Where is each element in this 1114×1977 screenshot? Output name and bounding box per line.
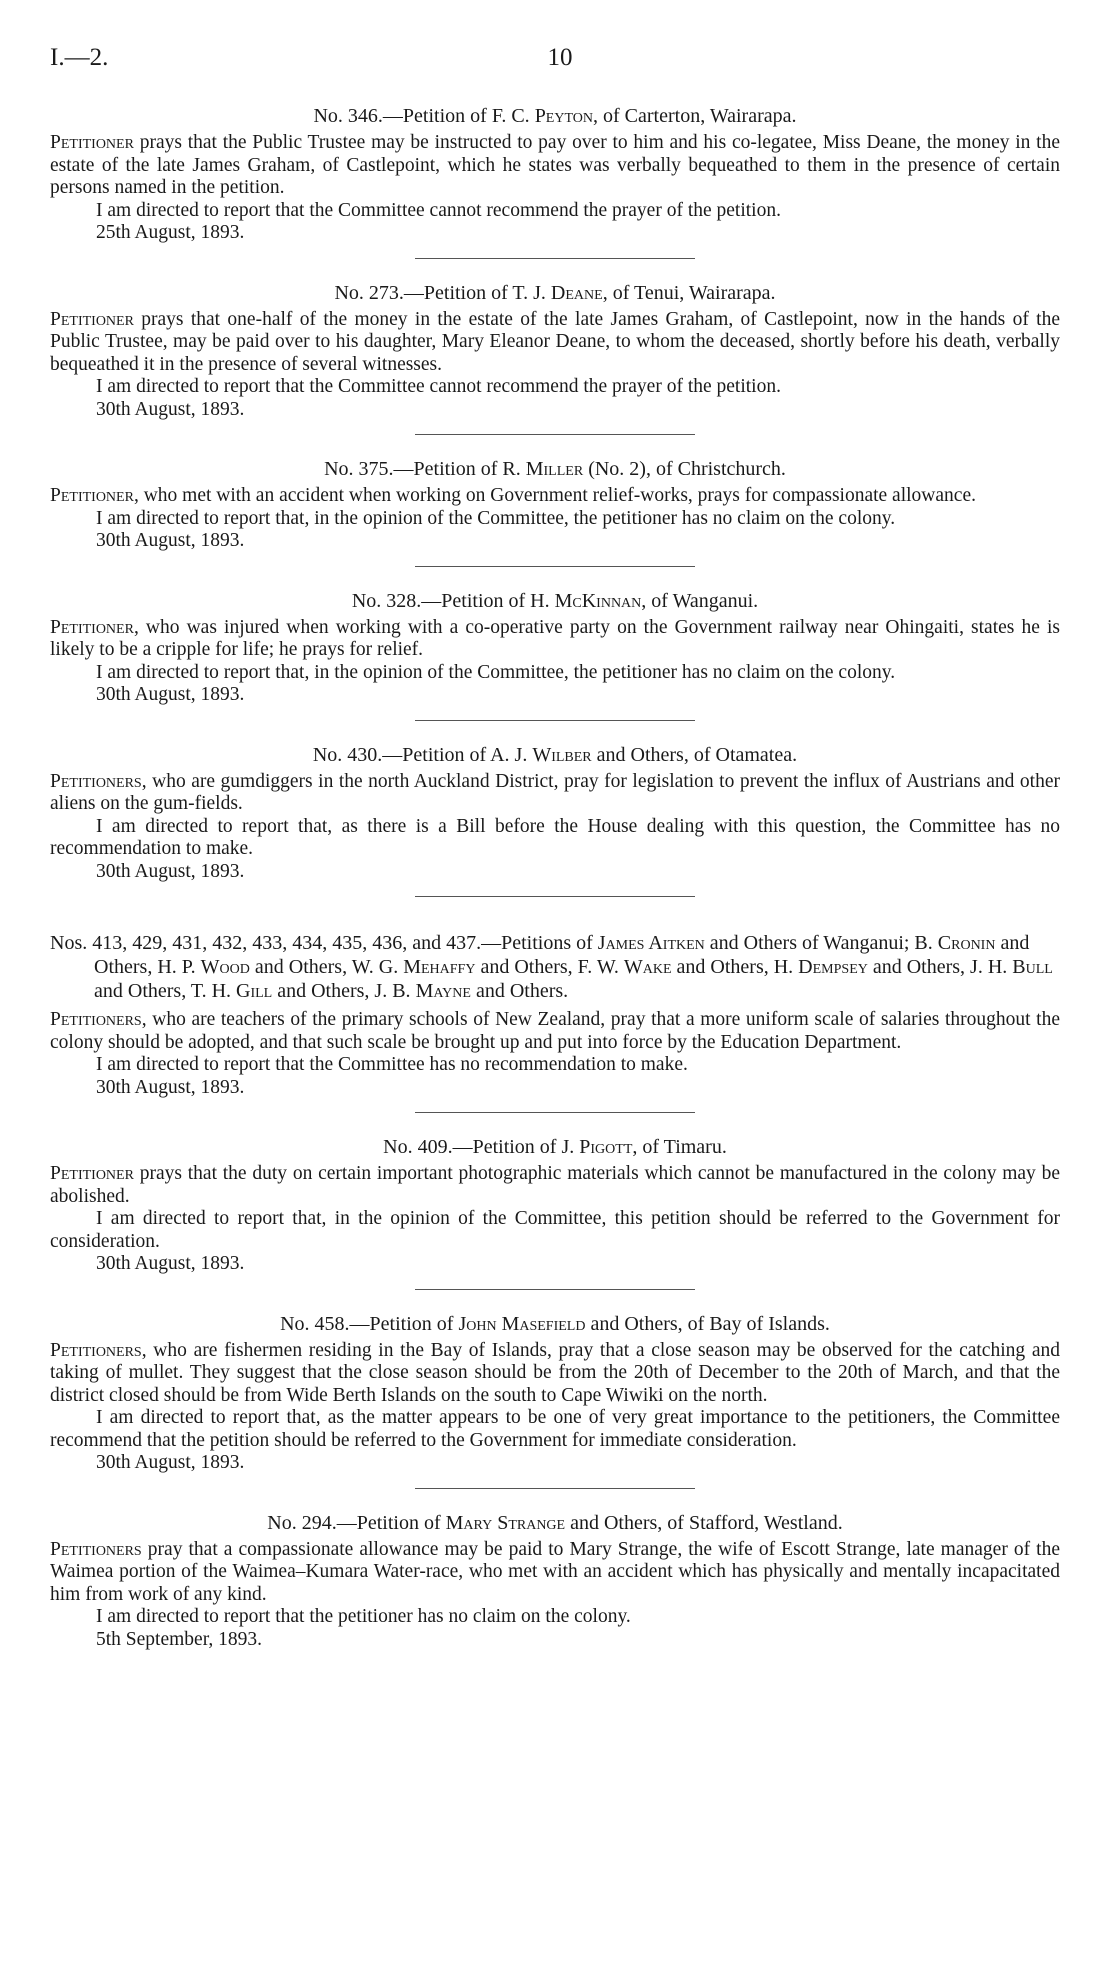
- petitioner-name: Wilber: [532, 743, 592, 766]
- section-divider: [415, 1112, 695, 1113]
- petition-title: No. 430.—Petition of A. J. Wilber and Others, of Otamatea.: [312, 743, 798, 766]
- report-date: 30th August, 1893.: [96, 398, 245, 420]
- committee-report: I am directed to report that, in the opinion of the Committee, this petition should be referred to the Government for consideration.: [50, 1208, 1060, 1252]
- petition-title: No. 273.—Petition of T. J. Deane, of Tenui, Wairarapa.: [334, 281, 776, 304]
- petition-title: No. 328.—Petition of H. McKinnan, of Wanganui.: [351, 589, 759, 612]
- petition-body: Petitioner, who met with an accident when working on Government relief-works, prays for compassionate allowance.: [50, 485, 976, 506]
- petition-title: Nos. 413, 429, 431, 432, 433, 434, 435, 436, and 437.—Petitions of James Aitken and Others of Wanganui; B. Cronin and Others, H. P. Wood and Others, W. G. Mehaffy and Others, F. W. Wake and Others, H. Dempsey and Others, J. H. Bull and Others, T. H. Gill and Others, J. B. Mayne and Others.: [50, 932, 1053, 1002]
- petition-body: Petitioner prays that the duty on certain important photographic materials which cannot be manufactured in the colony may be abolished.: [50, 1163, 1060, 1207]
- section-divider: [415, 258, 695, 259]
- report-date: 30th August, 1893.: [96, 1076, 245, 1098]
- report-date: 30th August, 1893.: [96, 1452, 245, 1473]
- committee-report: I am directed to report that, in the opinion of the Committee, the petitioner has no claim on the colony.: [96, 661, 896, 683]
- section-divider: [415, 1289, 695, 1290]
- petition-entry: [50, 589, 1060, 721]
- petitioner-name: John Masefield: [458, 1312, 586, 1335]
- petitioner-name: Deane: [550, 281, 603, 304]
- section-divider: [415, 720, 695, 721]
- document-reference: I.—2.: [50, 44, 109, 71]
- petition-title: No. 375.—Petition of R. Miller (No. 2), of Christchurch.: [324, 458, 786, 480]
- petition-body: Petitioner prays that one-half of the money in the estate of the late James Graham, of Castlepoint, now in the hands of the Public Trustee, may be paid over to his daughter, Mary Eleanor Deane, to whom the deceased, shortly before his death, verbally bequeathed it in the presence of several witnesses.: [50, 308, 1060, 375]
- report-date: 30th August, 1893.: [96, 1253, 245, 1274]
- petition-entry: [50, 1511, 1060, 1652]
- petition-body: Petitioner prays that the Public Trustee may be instructed to pay over to him and his co-legatee, Miss Deane, the money in the estate of the late James Graham, of Castlepoint, which he states was verbally bequeathed to them in the presence of certain persons named in the petition.: [50, 132, 1060, 198]
- petition-title: No. 458.—Petition of John Masefield and Others, of Bay of Islands.: [280, 1312, 830, 1335]
- petition-entry: [50, 743, 1060, 898]
- petition-body: Petitioners, who are fishermen residing in the Bay of Islands, pray that a close season may be observed for the catching and taking of mullet. They suggest that the close season should be from the 20th of December to the 20th of March, and that the district closed should be from Wide Berth Islands on the south to Cape Wiwiki on the north.: [50, 1339, 1060, 1406]
- committee-report: I am directed to report that the Committee cannot recommend the prayer of the petition.: [96, 376, 781, 397]
- committee-report: I am directed to report that, in the opinion of the Committee, the petitioner has no claim on the colony.: [96, 507, 896, 529]
- petitioner-name: Mary Strange: [445, 1511, 566, 1534]
- petition-entry: [50, 281, 1060, 436]
- section-divider: [415, 434, 695, 435]
- petition-entry: [50, 1312, 1060, 1489]
- petition-title: No. 409.—Petition of J. Pigott, of Timaru.: [383, 1136, 727, 1158]
- petitioner-name: Miller: [525, 458, 584, 480]
- petition-body: Petitioners, who are gumdiggers in the north Auckland District, pray for legislation to prevent the influx of Austrians and other aliens on the gum-fields.: [50, 770, 1060, 814]
- committee-report: I am directed to report that the Committee cannot recommend the prayer of the petition.: [96, 199, 781, 221]
- petition-body: Petitioners pray that a compassionate allowance may be paid to Mary Strange, the wife of Escott Strange, late manager of the Waimea portion of the Waimea–Kumara Water-race, who met with an accident which has physically and mentally incapacitated him from work of any kind.: [50, 1538, 1060, 1605]
- petition-body: Petitioner, who was injured when working with a co-operative party on the Government railway near Ohingaiti, states he is likely to be a cripple for life; he prays for relief.: [50, 616, 1060, 660]
- page-number: 10: [547, 44, 573, 71]
- report-date: 30th August, 1893.: [96, 860, 245, 882]
- report-date: 25th August, 1893.: [96, 222, 245, 243]
- section-divider: [415, 896, 695, 897]
- petition-entry: [50, 931, 1060, 1113]
- petitioner-name: Pigott: [579, 1136, 633, 1158]
- page-header: [50, 44, 1070, 80]
- petitions-list: [50, 104, 1060, 1651]
- committee-report: I am directed to report that the petitioner has no claim on the colony.: [96, 1606, 631, 1627]
- petition-title: No. 294.—Petition of Mary Strange and Others, of Stafford, Westland.: [267, 1511, 843, 1534]
- petition-entry: [50, 1135, 1060, 1290]
- report-date: 30th August, 1893.: [96, 530, 245, 551]
- committee-report: I am directed to report that, as there is a Bill before the House dealing with this question, the Committee has no recommendation to make.: [50, 815, 1060, 859]
- petition-title: No. 346.—Petition of F. C. Peyton, of Carterton, Wairarapa.: [313, 105, 797, 127]
- petition-entry: [50, 457, 1060, 567]
- petition-entry: [50, 104, 1060, 259]
- petitioner-name: Peyton: [534, 105, 593, 127]
- report-date: 5th September, 1893.: [96, 1628, 263, 1650]
- committee-report: I am directed to report that, as the matter appears to be one of very great importance to the petitioners, the Committee recommend that the petition should be referred to the Government for immediate consideration.: [50, 1407, 1060, 1451]
- committee-report: I am directed to report that the Committee has no recommendation to make.: [96, 1054, 688, 1075]
- petition-body: Petitioners, who are teachers of the primary schools of New Zealand, pray that a more uniform scale of salaries throughout the colony should be adopted, and that such scale be brought up and put into force by the Education Department.: [50, 1009, 1060, 1053]
- petitioner-name: McKinnan: [554, 589, 642, 612]
- report-date: 30th August, 1893.: [96, 684, 245, 705]
- section-divider: [415, 566, 695, 567]
- section-divider: [415, 1488, 695, 1489]
